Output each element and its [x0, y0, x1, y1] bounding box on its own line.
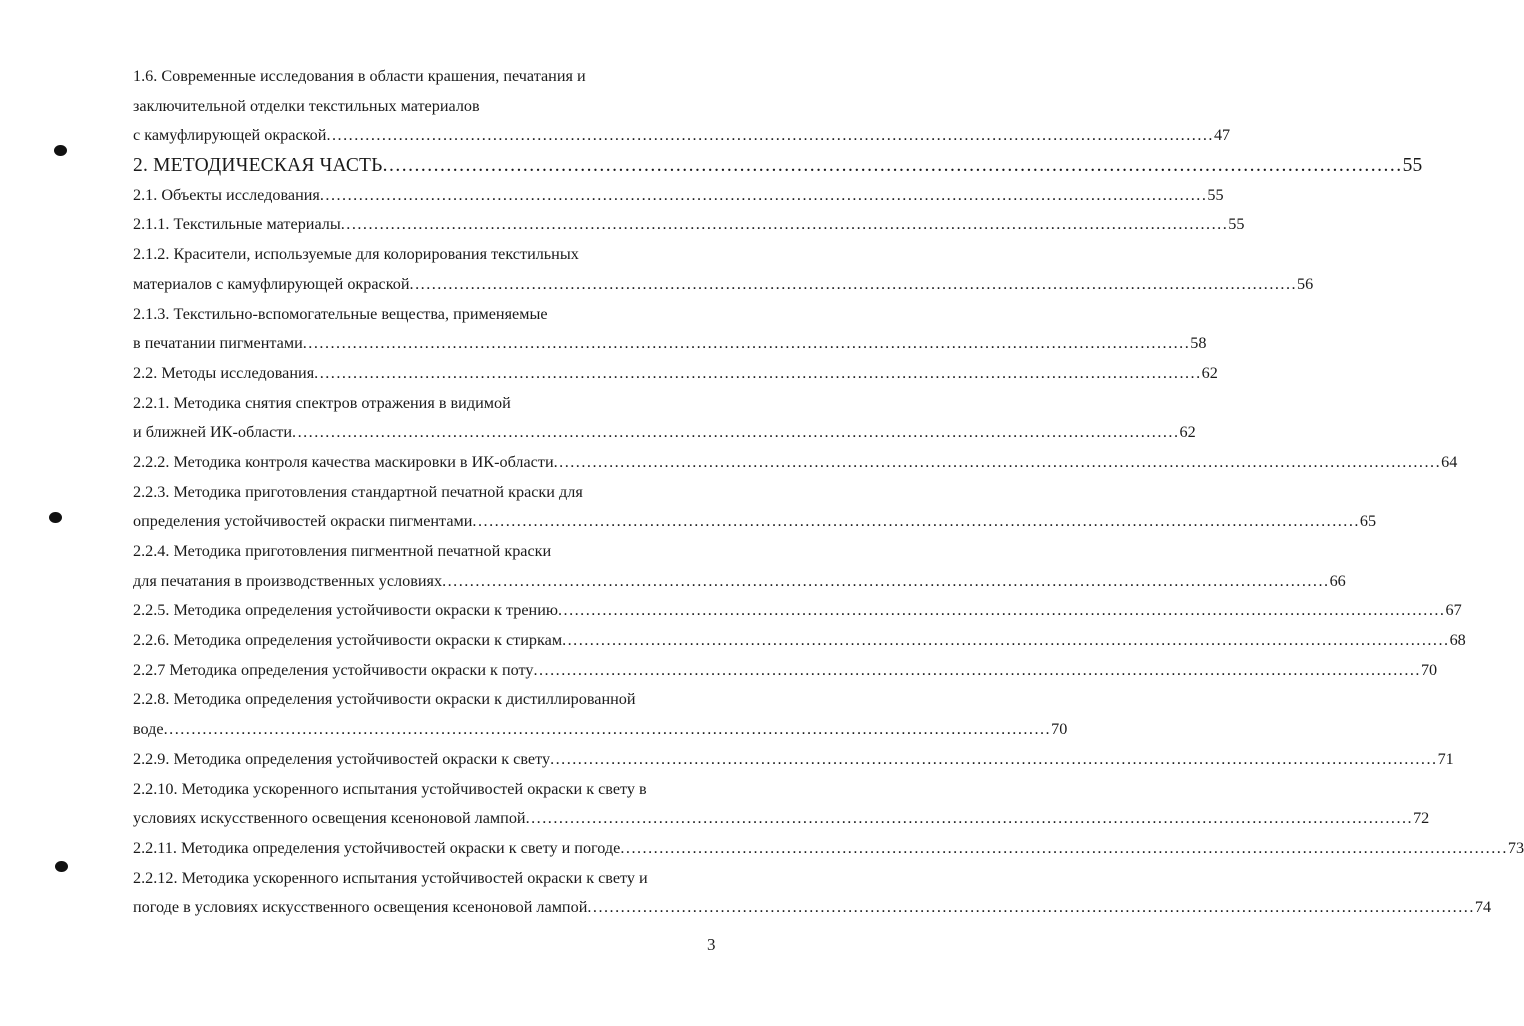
toc-entry-text: заключительной отделки текстильных материалов — [133, 96, 480, 115]
toc-entry-title: условиях искусственного освещения ксеноновой лампой — [133, 809, 526, 828]
toc-page-number: 64 — [1441, 452, 1458, 471]
toc-entry-title: 2. МЕТОДИЧЕСКАЯ ЧАСТЬ — [133, 155, 383, 177]
toc-entry — [133, 121, 1231, 151]
toc-entry-title: и ближней ИК-области — [133, 423, 293, 442]
toc-entry — [133, 656, 1438, 686]
toc-entry-text: 2.2.12. Методика ускоренного испытания устойчивостей окраски к свету и — [133, 868, 648, 887]
toc-entry-title: в печатании пигментами — [133, 334, 303, 353]
toc-entry-title: воде — [133, 720, 164, 739]
dot-leader: ................................................................................................................................................................ — [409, 274, 1298, 293]
toc-entry — [133, 270, 1314, 300]
toc-entry-title: определения устойчивостей окраски пигментами — [133, 512, 473, 531]
dot-leader: ................................................................................................................................................................ — [340, 215, 1229, 234]
dot-leader: ................................................................................................................................................................ — [533, 660, 1421, 679]
toc-section-heading — [133, 151, 1423, 181]
punch-hole-mark — [55, 861, 68, 872]
toc-entry — [133, 804, 1430, 834]
toc-entry-title: 2.2.11. Методика определения устойчивостей окраски к свету и погоде — [133, 838, 621, 857]
toc-entry — [133, 448, 1458, 478]
dot-leader: ................................................................................................................................................................ — [525, 809, 1414, 828]
toc-entry — [133, 596, 1462, 626]
dot-leader: ................................................................................................................................................................ — [550, 749, 1438, 768]
toc-page-number: 67 — [1445, 601, 1462, 620]
toc-page-number: 68 — [1449, 631, 1466, 650]
toc-page-number: 62 — [1201, 363, 1218, 382]
toc-entry-title: материалов с камуфлирующей окраской — [133, 274, 410, 293]
toc-page-number: 55 — [1207, 185, 1224, 204]
toc-entry-text: 2.1.3. Текстильно-вспомогательные вещества, применяемые — [133, 304, 548, 323]
toc-page-number: 65 — [1359, 512, 1377, 531]
punch-hole-mark — [54, 145, 67, 156]
toc-page-number: 66 — [1329, 571, 1346, 590]
toc-entry — [133, 329, 1207, 359]
toc-entry-title: 2.2.2. Методика контроля качества маскировки в ИК-области — [133, 452, 554, 471]
toc-entry — [133, 359, 1218, 389]
toc-entry — [133, 893, 1492, 923]
toc-entry-title: 2.2. Методы исследования — [133, 363, 315, 382]
dot-leader: ................................................................................................................................................................ — [562, 631, 1450, 650]
dot-leader: ................................................................................................................................................................ — [620, 838, 1508, 857]
toc-page-number: 56 — [1297, 274, 1314, 293]
toc-entry-title: погоде в условиях искусственного освещения ксеноновой лампой — [133, 898, 588, 917]
dot-leader: ................................................................................................................................................................ — [442, 571, 1330, 590]
toc-entry-title: для печатания в производственных условиях — [133, 571, 443, 590]
toc-page-number: 58 — [1190, 334, 1207, 353]
toc-page-number: 72 — [1413, 809, 1430, 828]
dot-leader: ................................................................................................................................................................ — [587, 898, 1475, 917]
toc-entry-title: 2.2.7 Методика определения устойчивости окраски к поту — [133, 660, 534, 679]
toc-entry — [133, 418, 1196, 448]
toc-page-number: 70 — [1420, 660, 1438, 679]
toc-entry-text: 2.2.10. Методика ускоренного испытания устойчивостей окраски к свету в — [133, 779, 647, 798]
dot-leader: ................................................................................................................................................................ — [382, 155, 1403, 177]
toc-entry-title: 2.2.9. Методика определения устойчивостей окраски к свету — [133, 749, 551, 768]
toc-entry-text: 2.1.2. Красители, используемые для колорирования текстильных — [133, 245, 579, 264]
dot-leader: ................................................................................................................................................................ — [292, 423, 1180, 442]
toc-entry-text: 2.2.8. Методика определения устойчивости окраски к дистиллированной — [133, 690, 636, 709]
toc-entry — [133, 567, 1346, 597]
toc-entry — [133, 626, 1466, 656]
toc-entry — [133, 745, 1454, 775]
table-of-contents — [133, 62, 1524, 923]
dot-leader: ................................................................................................................................................................ — [553, 452, 1442, 471]
dot-leader: ................................................................................................................................................................ — [472, 512, 1360, 531]
toc-entry-text: 1.6. Современные исследования в области крашения, печатания и — [133, 67, 586, 85]
toc-entry-text: 2.2.3. Методика приготовления стандартной печатной краски для — [133, 482, 583, 501]
dot-leader: ................................................................................................................................................................ — [314, 363, 1202, 382]
toc-page-number: 74 — [1474, 898, 1492, 917]
toc-entry-title: 2.2.6. Методика определения устойчивости окраски к стиркам — [133, 631, 563, 650]
dot-leader: ................................................................................................................................................................ — [557, 601, 1446, 620]
toc-page-number: 73 — [1507, 838, 1524, 857]
toc-page-number: 47 — [1213, 126, 1231, 145]
toc-entry-text: 2.2.1. Методика снятия спектров отражения в видимой — [133, 393, 511, 412]
dot-leader: ................................................................................................................................................................ — [302, 334, 1191, 353]
toc-page-number: 70 — [1051, 720, 1068, 739]
toc-entry-title: 2.1. Объекты исследования — [133, 185, 320, 204]
toc-entry-title: 2.1.1. Текстильные материалы — [133, 215, 341, 234]
toc-entry — [133, 715, 1068, 745]
page-number: 3 — [707, 935, 716, 954]
toc-entry — [133, 210, 1245, 240]
toc-page-number: 71 — [1437, 749, 1454, 768]
dot-leader: ................................................................................................................................................................ — [163, 720, 1052, 739]
toc-page-number: 62 — [1179, 423, 1196, 442]
dot-leader: ................................................................................................................................................................ — [319, 185, 1208, 204]
toc-page-number: 55 — [1402, 155, 1423, 177]
dot-leader: ................................................................................................................................................................ — [326, 126, 1214, 145]
toc-page-number: 55 — [1228, 215, 1245, 234]
punch-hole-mark — [49, 512, 62, 523]
toc-entry-text: 2.2.4. Методика приготовления пигментной печатной краски — [133, 542, 552, 560]
toc-entry-title: с камуфлирующей окраской — [133, 126, 327, 145]
toc-entry — [133, 507, 1377, 537]
toc-entry-title: 2.2.5. Методика определения устойчивости окраски к трению — [133, 601, 558, 620]
toc-entry — [133, 181, 1224, 211]
toc-entry — [133, 834, 1524, 864]
